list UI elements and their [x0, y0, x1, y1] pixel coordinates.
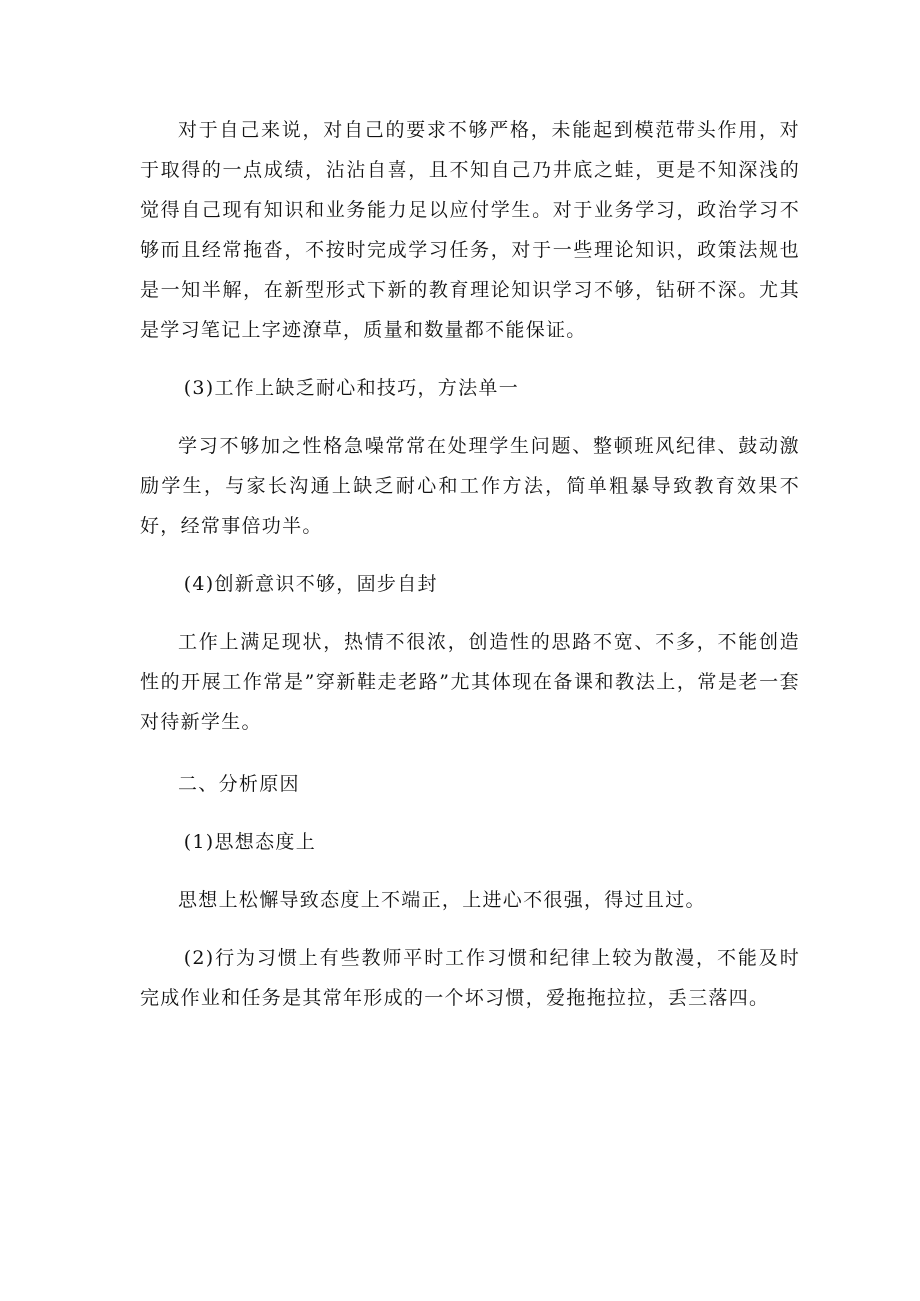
- subheading-work-patience: (3)工作上缺乏耐心和技巧，方法单一: [183, 377, 520, 399]
- paragraph-self-requirements: 对于自己来说，对自己的要求不够严格，未能起到模范带头作用，对于取得的一点成绩，沾沾自喜，且不知自己乃井底之蛙，更是不知深浅的觉得自己现有知识和业务能力足以应付学生。对于业务学习，政治学习不够而且经常拖沓，不按时完成学习任务，对于一些理论知识，政策法规也是一知半解，在新型形式下新的教育理论知识学习不够，钻研不深。尤其是学习笔记上字迹潦草，质量和数量都不能保证。: [140, 119, 800, 341]
- spacer: [140, 862, 800, 880]
- spacer: [140, 742, 800, 764]
- spacer: [140, 350, 800, 368]
- paragraph-innovation: 工作上满足现状，热情不很浓，创造性的思路不宽、不多，不能创造性的开展工作常是”穿新鞋走老路”尤其体现在备课和教法上，常是老一套对待新学生。: [140, 631, 800, 733]
- subheading-innovation: (4)创新意识不够，固步自封: [183, 573, 438, 595]
- document-body: [140, 110, 800, 1018]
- section-heading-analysis: 二、分析原因: [178, 773, 300, 795]
- paragraph-habits: (2)行为习惯上有些教师平时工作习惯和纪律上较为散漫，不能及时完成作业和任务是其常年形成的一个坏习惯，爱拖拖拉拉，丢三落四。: [140, 947, 800, 1009]
- spacer: [140, 604, 800, 622]
- spacer: [140, 546, 800, 564]
- spacer: [140, 408, 800, 426]
- paragraph-attitude: 思想上松懈导致态度上不端正，上进心不很强，得过且过。: [178, 889, 706, 911]
- spacer: [140, 804, 800, 822]
- paragraph-work-patience: 学习不够加之性格急噪常常在处理学生问题、整顿班风纪律、鼓动激励学生，与家长沟通上缺乏耐心和工作方法，简单粗暴导致教育效果不好，经常事倍功半。: [140, 435, 800, 537]
- subheading-attitude: (1)思想态度上: [183, 831, 317, 853]
- spacer: [140, 920, 800, 938]
